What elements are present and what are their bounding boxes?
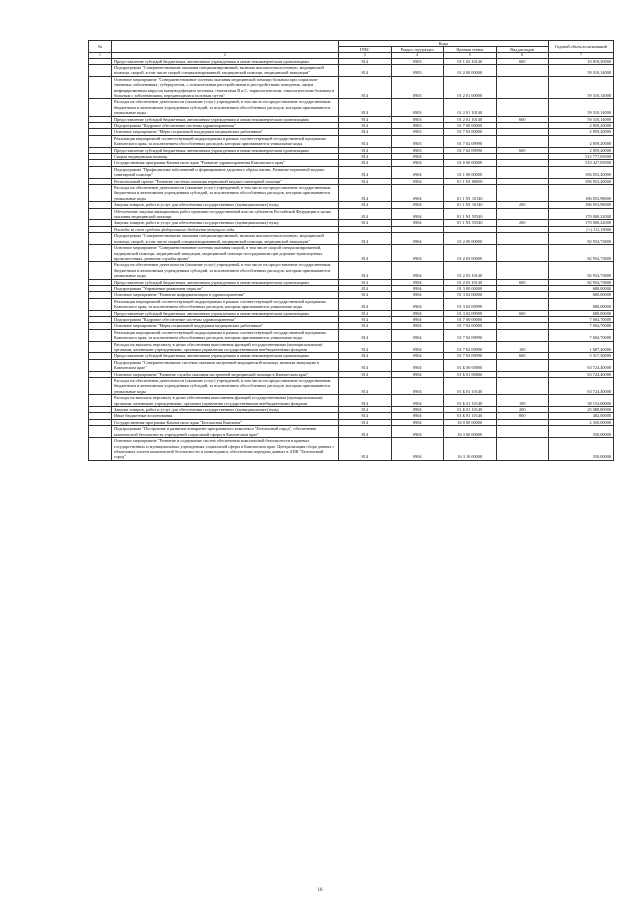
- row-number-cell: [89, 208, 112, 220]
- table-row: [89, 426, 614, 438]
- row-type-cell: [496, 359, 549, 371]
- row-name-cell: Подпрограмма "Управление развитием отрасли": [112, 285, 339, 291]
- row-section-cell: 0903: [391, 122, 444, 128]
- row-amount-cell: 82 954,73800: [549, 279, 614, 285]
- row-section-cell: 0904: [391, 353, 444, 359]
- row-grbs-cell: 814: [339, 220, 392, 226]
- row-name-cell: Расходы на обеспечение деятельности (оказание услуг) учреждений, в том числе на предоставление государственным бюджетным и автономным учреждениям субсидий, за исключением обособленных расходов, которым присваиваются уникальные коды: [112, 185, 339, 202]
- row-name-cell: Подпрограмма "Профилактика заболеваний и формирование здорового образа жизни. Развитие первичной медико-санитарной помощи": [112, 166, 339, 178]
- row-section-cell: 0904: [391, 310, 444, 316]
- row-name-cell: Подпрограмма "Кадровое обеспечение системы здравоохранения": [112, 316, 339, 322]
- row-section-cell: 0904: [391, 419, 444, 425]
- row-type-cell: [496, 76, 549, 99]
- row-target-cell: 01 2 03 10140: [444, 279, 497, 285]
- row-number-cell: [89, 341, 112, 353]
- row-type-cell: 600: [496, 279, 549, 285]
- row-grbs-cell: 814: [339, 310, 392, 316]
- row-target-cell: 01 2 03 00000: [444, 245, 497, 262]
- row-target-cell: 01 1 00 00000: [444, 166, 497, 178]
- row-grbs-cell: 814: [339, 178, 392, 184]
- row-grbs-cell: 814: [339, 359, 392, 371]
- row-type-cell: 600: [496, 116, 549, 122]
- row-grbs-cell: 814: [339, 323, 392, 329]
- budget-table: [88, 40, 614, 461]
- row-grbs-cell: 814: [339, 353, 392, 359]
- row-target-cell: 01 Б 01 00000: [444, 371, 497, 377]
- row-section-cell: 0904: [391, 359, 444, 371]
- row-amount-cell: 2 859,20000: [549, 147, 614, 153]
- row-section-cell: 0904: [391, 160, 444, 166]
- row-type-cell: [496, 64, 549, 76]
- row-amount-cell: 63 724,40000: [549, 371, 614, 377]
- row-target-cell: 01 1 N1 55540: [444, 208, 497, 220]
- row-section-cell: 0904: [391, 178, 444, 184]
- row-name-cell: Предоставление субсидий бюджетным, автономным учреждениям и иным некоммерческим организациям: [112, 310, 339, 316]
- row-amount-cell: 25 088,80000: [549, 407, 614, 413]
- budget-table-sheet: [88, 40, 614, 461]
- row-target-cell: 01 1 N1 10140: [444, 185, 497, 202]
- row-name-cell: Подпрограмма "Кадровое обеспечение системы здравоохранения": [112, 122, 339, 128]
- row-grbs-cell: 814: [339, 438, 392, 461]
- row-section-cell: 0903: [391, 99, 444, 116]
- row-section-cell: 0904: [391, 395, 444, 407]
- row-amount-cell: 680,00000: [549, 285, 614, 291]
- row-number-cell: [89, 135, 112, 147]
- row-name-cell: Иные бюджетные ассигнования: [112, 413, 339, 419]
- row-type-cell: 600: [496, 147, 549, 153]
- row-amount-cell: 63 724,40000: [549, 378, 614, 395]
- row-name-cell: Обеспечение закупки авиационных работ органами государственной власти субъектов Российской Федерации в целях оказания медицинской помощи: [112, 208, 339, 220]
- row-target-cell: 01 2 01 10140: [444, 99, 497, 116]
- row-section-cell: 0903: [391, 64, 444, 76]
- row-amount-cell: 10 818,30000: [549, 58, 614, 64]
- row-target-cell: 01 7 00 00000: [444, 122, 497, 128]
- row-type-cell: [496, 166, 549, 178]
- row-grbs-cell: 814: [339, 329, 392, 341]
- row-target-cell: 01 1 02 10140: [444, 58, 497, 64]
- row-target-cell: 01 2 03 10140: [444, 262, 497, 279]
- row-number-cell: [89, 166, 112, 178]
- row-type-cell: 200: [496, 202, 549, 208]
- row-type-cell: [496, 233, 549, 245]
- header-index: 2: [112, 53, 339, 59]
- row-type-cell: [496, 262, 549, 279]
- row-number-cell: [89, 359, 112, 371]
- row-amount-cell: 2 859,20000: [549, 122, 614, 128]
- row-name-cell: Предоставление субсидий бюджетным, автономным учреждениям и иным некоммерческим организациям: [112, 353, 339, 359]
- row-amount-cell: 2 350,00000: [549, 419, 614, 425]
- row-number-cell: [89, 185, 112, 202]
- row-amount-cell: 2 859,20000: [549, 135, 614, 147]
- row-grbs-cell: 814: [339, 262, 392, 279]
- row-type-cell: 200: [496, 407, 549, 413]
- budget-table-body: [89, 58, 614, 460]
- table-row: [89, 329, 614, 341]
- row-number-cell: [89, 99, 112, 116]
- row-amount-cell: 512 777,05000: [549, 154, 614, 160]
- row-type-cell: [496, 135, 549, 147]
- row-name-cell: Предоставление субсидий бюджетным, автономным учреждениям и иным некоммерческим организациям: [112, 147, 339, 153]
- row-number-cell: [89, 298, 112, 310]
- row-grbs-cell: 814: [339, 116, 392, 122]
- row-grbs-cell: 814: [339, 292, 392, 298]
- row-grbs-cell: 814: [339, 160, 392, 166]
- row-amount-cell: 680,00000: [549, 298, 614, 310]
- table-row: [89, 76, 614, 99]
- row-section-cell: 0903: [391, 129, 444, 135]
- row-section-cell: 0904: [391, 154, 444, 160]
- table-row: [89, 245, 614, 262]
- row-name-cell: Закупка товаров, работ и услуг для обеспечения государственных (муниципальных) нужд: [112, 407, 339, 413]
- row-grbs-cell: 814: [339, 285, 392, 291]
- row-section-cell: 0904: [391, 323, 444, 329]
- row-target-cell: 01 3 02 09990: [444, 310, 497, 316]
- row-amount-cell: 350,00000: [549, 438, 614, 461]
- header-index: 4: [391, 53, 444, 59]
- row-number-cell: [89, 233, 112, 245]
- header-target: Целевая статья: [444, 47, 497, 53]
- row-target-cell: 01 3 00 00000: [444, 285, 497, 291]
- row-name-cell: Подпрограмма "Совершенствование оказания специализированной, включая высокотехнологичную, медицинской помощи, скорой, в том числе скорой специализированной, медицинской помощи, медицинской эвакуации": [112, 64, 339, 76]
- row-grbs-cell: 814: [339, 341, 392, 353]
- row-amount-cell: 680,00000: [549, 292, 614, 298]
- header-index: 5: [444, 53, 497, 59]
- row-target-cell: 01 1 N1 55540: [444, 220, 497, 226]
- header-index: 6: [496, 53, 549, 59]
- row-type-cell: 600: [496, 58, 549, 64]
- row-amount-cell: 1 687,40000: [549, 341, 614, 353]
- row-target-cell: 01 1 N1 00000: [444, 178, 497, 184]
- row-number-cell: [89, 64, 112, 76]
- row-amount-cell: 7 004,70000: [549, 329, 614, 341]
- header-codes-group: Коды: [339, 41, 549, 47]
- row-target-cell: 01 Б 01 10140: [444, 413, 497, 419]
- row-target-cell: 01 2 00 00000: [444, 64, 497, 76]
- row-grbs-cell: 814: [339, 154, 392, 160]
- row-number-cell: [89, 378, 112, 395]
- row-type-cell: [496, 185, 549, 202]
- row-amount-cell: 356 053,20000: [549, 166, 614, 178]
- row-grbs-cell: 814: [339, 64, 392, 76]
- row-section-cell: 0904: [391, 202, 444, 208]
- row-grbs-cell: 814: [339, 378, 392, 395]
- row-amount-cell: 82 954,73800: [549, 262, 614, 279]
- row-target-cell: 01 7 02 00000: [444, 129, 497, 135]
- header-section: Раздел, под-раздел: [391, 47, 444, 53]
- row-target-cell: 01 2 01 00000: [444, 76, 497, 99]
- header-total: Годовой объем ассигнований: [549, 41, 614, 53]
- row-type-cell: [496, 426, 549, 438]
- row-grbs-cell: 814: [339, 426, 392, 438]
- row-name-cell: Основное мероприятие "Развитие информатизации в здравоохранении": [112, 292, 339, 298]
- row-grbs-cell: 814: [339, 185, 392, 202]
- row-name-cell: Основное мероприятие "Развитие службы оказания экстренной медицинской помощи в Камчатском крае": [112, 371, 339, 377]
- row-name-cell: Подпрограмма "Построение и развитие аппаратно-программного комплекса "Безопасный город", обеспечение комплексной безопасности учреждений социальной сферы в Камчатском крае": [112, 426, 339, 438]
- table-row: [89, 208, 614, 220]
- row-grbs-cell: 814: [339, 407, 392, 413]
- row-section-cell: 0904: [391, 413, 444, 419]
- row-number-cell: [89, 395, 112, 407]
- row-section-cell: 0904: [391, 316, 444, 322]
- table-row: [89, 395, 614, 407]
- row-grbs-cell: 814: [339, 147, 392, 153]
- table-row: [89, 64, 614, 76]
- row-section-cell: 0904: [391, 292, 444, 298]
- table-row: [89, 185, 614, 202]
- row-amount-cell: 356 053,20000: [549, 178, 614, 184]
- row-type-cell: 600: [496, 310, 549, 316]
- row-amount-cell: 170 000,22000: [549, 208, 614, 220]
- row-grbs-cell: 814: [339, 298, 392, 310]
- table-row: [89, 262, 614, 279]
- row-number-cell: [89, 245, 112, 262]
- header-index: 3: [339, 53, 392, 59]
- row-section-cell: 0904: [391, 378, 444, 395]
- row-name-cell: Расходы за счет средств федерального бюджета текущего года: [112, 226, 339, 232]
- row-section-cell: 0904: [391, 245, 444, 262]
- row-name-cell: Реализация мероприятий соответствующей подпрограммы в рамках соответствующей государственной программы Камчатского края, за исключением обособленных расходов, которым присваиваются уникальные коды: [112, 298, 339, 310]
- row-grbs-cell: 814: [339, 233, 392, 245]
- row-target-cell: 01 7 00 00000: [444, 316, 497, 322]
- row-name-cell: Государственная программа Камчатского края "Развитие здравоохранения Камчатского края": [112, 160, 339, 166]
- row-target-cell: 01 7 02 09990: [444, 329, 497, 341]
- row-section-cell: 0904: [391, 262, 444, 279]
- row-grbs-cell: 814: [339, 395, 392, 407]
- row-grbs-cell: 814: [339, 135, 392, 147]
- page-number: 16: [317, 888, 323, 893]
- row-name-cell: Предоставление субсидий бюджетным, автономным учреждениям и иным некоммерческим организациям: [112, 279, 339, 285]
- row-target-cell: 01 0 00 00000: [444, 160, 497, 166]
- row-target-cell: 01 3 02 00000: [444, 292, 497, 298]
- row-section-cell: 0903: [391, 135, 444, 147]
- row-section-cell: 0904: [391, 166, 444, 178]
- row-section-cell: 0903: [391, 76, 444, 99]
- table-row: [89, 438, 614, 461]
- row-target-cell: 01 1 N1 10140: [444, 202, 497, 208]
- row-target-cell: 01 Б 00 00000: [444, 359, 497, 371]
- row-amount-cell: 2 859,20000: [549, 129, 614, 135]
- row-section-cell: 0904: [391, 208, 444, 220]
- row-amount-cell: 59 310,14000: [549, 64, 614, 76]
- row-amount-cell: 59 310,14000: [549, 99, 614, 116]
- table-row: [89, 135, 614, 147]
- row-amount-cell: 38 153,60000: [549, 395, 614, 407]
- header-index: 7: [549, 53, 614, 59]
- row-grbs-cell: 814: [339, 279, 392, 285]
- row-name-cell: Скорая медицинская помощь: [112, 154, 339, 160]
- row-amount-cell: 59 310,14000: [549, 76, 614, 99]
- table-row: [89, 298, 614, 310]
- row-type-cell: 800: [496, 413, 549, 419]
- row-target-cell: 16 3 00 00000: [444, 426, 497, 438]
- row-type-cell: [496, 245, 549, 262]
- row-target-cell: 01 7 02 09990: [444, 147, 497, 153]
- row-amount-cell: 59 310,14000: [549, 116, 614, 122]
- table-row: [89, 378, 614, 395]
- row-grbs-cell: 814: [339, 122, 392, 128]
- row-name-cell: Расходы на обеспечение деятельности (оказание услуг) учреждений, в том числе на предоставление государственным бюджетным и автономным учреждениям субсидий, за исключением обособленных расходов, которым присваиваются уникальные коды: [112, 99, 339, 116]
- header-grbs: ГРБС: [339, 47, 392, 53]
- header-num: №: [89, 41, 112, 53]
- row-name-cell: Подпрограмма "Совершенствование оказания специализированной, включая высокотехнологичную, медицинской помощи, скорой, в том числе скорой специализированной, медицинской помощи, медицинской эвакуации": [112, 233, 339, 245]
- row-name-cell: Расходы на обеспечение деятельности (оказание услуг) учреждений, в том числе на предоставление государственным бюджетным и автономным учреждениям субсидий, за исключением обособленных расходов, которым присваиваются уникальные коды: [112, 378, 339, 395]
- row-name-cell: Реализация мероприятий соответствующей подпрограммы в рамках соответствующей государственной программы Камчатского края, за исключением обособленных расходов, которым присваиваются уникальные коды: [112, 135, 339, 147]
- row-grbs-cell: 814: [339, 99, 392, 116]
- row-target-cell: 01 7 02 09990: [444, 341, 497, 353]
- row-target-cell: 01 Б 01 10140: [444, 378, 497, 395]
- row-amount-cell: (+) 111,19000: [549, 226, 614, 232]
- row-section-cell: 0904: [391, 407, 444, 413]
- row-name-cell: Расходы на выплаты персоналу в целях обеспечения выполнения функций государственными (муниципальными) органами, казенными учреждениями, органами управления государственными внебюджетными фондами: [112, 341, 339, 353]
- row-grbs-cell: 814: [339, 58, 392, 64]
- table-row: [89, 166, 614, 178]
- row-target-cell: 16 3 10 00000: [444, 438, 497, 461]
- row-amount-cell: 63 724,40000: [549, 359, 614, 371]
- row-name-cell: Региональный проект "Развитие системы оказания первичной медико-санитарной помощи": [112, 178, 339, 184]
- row-amount-cell: 680,00000: [549, 310, 614, 316]
- row-grbs-cell: 814: [339, 76, 392, 99]
- row-target-cell: 01 7 02 00000: [444, 323, 497, 329]
- row-grbs-cell: 814: [339, 166, 392, 178]
- row-name-cell: Основное мероприятие "Совершенствование системы оказания медицинской помощи больным при социально-значимых заболеваниях, туберкулезом, с психическими расстройствами и расстройствами поведения, лицам инфицированным вирусом иммунодефицита человека, гепатитами В и С, наркологическим, онкологическим больным и больным с заболеваниями, передающимися половым путем": [112, 76, 339, 99]
- row-amount-cell: 510 427,05000: [549, 160, 614, 166]
- row-name-cell: Основное мероприятие "Совершенствование системы оказания скорой, в том числе скорой специализированной, медицинской помощи, медицинской эвакуации, медицинской помощи пострадавшим при дорожно-транспортных происшествиях, развитие службы крови": [112, 245, 339, 262]
- row-section-cell: 0903: [391, 58, 444, 64]
- row-target-cell: 01 Б 01 10140: [444, 407, 497, 413]
- row-type-cell: 100: [496, 341, 549, 353]
- row-amount-cell: 482,00000: [549, 413, 614, 419]
- row-section-cell: 0903: [391, 147, 444, 153]
- row-name-cell: Закупка товаров, работ и услуг для обеспечения государственных (муниципальных) нужд: [112, 202, 339, 208]
- row-section-cell: 0904: [391, 285, 444, 291]
- row-name-cell: Подпрограмма "Совершенствование системы оказания экстренной медицинской помощи, включая эвакуацию в Камчатском крае": [112, 359, 339, 371]
- row-name-cell: Реализация мероприятий соответствующей подпрограммы в рамках соответствующей государственной программы Камчатского края, за исключением обособленных расходов, которым присваиваются уникальные коды: [112, 329, 339, 341]
- row-section-cell: 0904: [391, 438, 444, 461]
- row-grbs-cell: 814: [339, 371, 392, 377]
- row-amount-cell: 186 053,98000: [549, 202, 614, 208]
- row-amount-cell: 82 954,73800: [549, 233, 614, 245]
- row-amount-cell: 170 000,22000: [549, 220, 614, 226]
- row-number-cell: [89, 438, 112, 461]
- row-target-cell: 01 Б 01 10140: [444, 395, 497, 407]
- row-section-cell: 0904: [391, 279, 444, 285]
- row-grbs-cell: 814: [339, 419, 392, 425]
- row-name-cell: Закупка товаров, работ и услуг для обеспечения государственных (муниципальных) нужд: [112, 220, 339, 226]
- row-name-cell: Основное мероприятие "Меры социальной поддержки медицинских работников": [112, 129, 339, 135]
- row-amount-cell: 82 954,73800: [549, 245, 614, 262]
- row-type-cell: [496, 99, 549, 116]
- row-amount-cell: 5 317,30000: [549, 353, 614, 359]
- row-number-cell: [89, 76, 112, 99]
- row-number-cell: [89, 262, 112, 279]
- row-grbs-cell: 814: [339, 316, 392, 322]
- header-index: 1: [89, 53, 112, 59]
- row-type-cell: [496, 208, 549, 220]
- row-section-cell: 0904: [391, 371, 444, 377]
- row-grbs-cell: 814: [339, 208, 392, 220]
- row-name-cell: Расходы на обеспечение деятельности (оказание услуг) учреждений, в том числе на предоставление государственным бюджетным и автономным учреждениям субсидий, за исключением обособленных расходов, которым присваиваются уникальные коды: [112, 262, 339, 279]
- table-row: [89, 233, 614, 245]
- row-target-cell: 01 3 02 09990: [444, 298, 497, 310]
- row-section-cell: 0904: [391, 329, 444, 341]
- row-amount-cell: 7 004,70000: [549, 323, 614, 329]
- row-section-cell: 0904: [391, 341, 444, 353]
- row-target-cell: 01 2 01 10140: [444, 116, 497, 122]
- row-name-cell: Государственная программа Камчатского края "Безопасная Камчатка": [112, 419, 339, 425]
- row-type-cell: [496, 329, 549, 341]
- header-name: [112, 41, 339, 53]
- table-row: [89, 341, 614, 353]
- row-grbs-cell: 814: [339, 413, 392, 419]
- row-section-cell: 0904: [391, 233, 444, 245]
- row-type-cell: 100: [496, 395, 549, 407]
- row-section-cell: 0904: [391, 220, 444, 226]
- row-amount-cell: 350,00000: [549, 426, 614, 438]
- row-section-cell: 0903: [391, 116, 444, 122]
- row-name-cell: Расходы на выплаты персоналу в целях обеспечения выполнения функций государственными (муниципальными) органами, казенными учреждениями, органами управления государственными внебюджетными фондами: [112, 395, 339, 407]
- table-row: [89, 99, 614, 116]
- row-grbs-cell: 814: [339, 202, 392, 208]
- row-type-cell: 600: [496, 353, 549, 359]
- row-name-cell: Основное мероприятие "Меры социальной поддержки медицинских работников": [112, 323, 339, 329]
- row-amount-cell: 186 053,98000: [549, 185, 614, 202]
- row-section-cell: 0904: [391, 426, 444, 438]
- row-target-cell: 01 7 02 09990: [444, 353, 497, 359]
- row-name-cell: Предоставление субсидий бюджетным, автономным учреждениям и иным некоммерческим организациям: [112, 58, 339, 64]
- row-grbs-cell: 814: [339, 129, 392, 135]
- row-target-cell: 01 7 02 09990: [444, 135, 497, 147]
- row-type-cell: [496, 378, 549, 395]
- row-type-cell: [496, 298, 549, 310]
- table-row: [89, 359, 614, 371]
- row-target-cell: 16 0 00 00000: [444, 419, 497, 425]
- row-type-cell: 200: [496, 220, 549, 226]
- row-name-cell: Основное мероприятие "Развитие и содержание систем обеспечения комплексной безопасности в краевых государственных и муниципальных учреждениях социальной сферы в Камчатском крае. Централизация сбора данных с объектовых систем комплексной безопасности и мониторинга, обеспечение передачи данных в АПК "Безопасный город": [112, 438, 339, 461]
- row-number-cell: [89, 329, 112, 341]
- row-section-cell: 0904: [391, 185, 444, 202]
- row-grbs-cell: 814: [339, 245, 392, 262]
- row-name-cell: Предоставление субсидий бюджетным, автономным учреждениям и иным некоммерческим организациям: [112, 116, 339, 122]
- row-section-cell: 0904: [391, 298, 444, 310]
- row-amount-cell: 7 004,70000: [549, 316, 614, 322]
- row-target-cell: 01 2 00 00000: [444, 233, 497, 245]
- row-number-cell: [89, 426, 112, 438]
- header-type: Вид расходов: [496, 47, 549, 53]
- row-type-cell: [496, 438, 549, 461]
